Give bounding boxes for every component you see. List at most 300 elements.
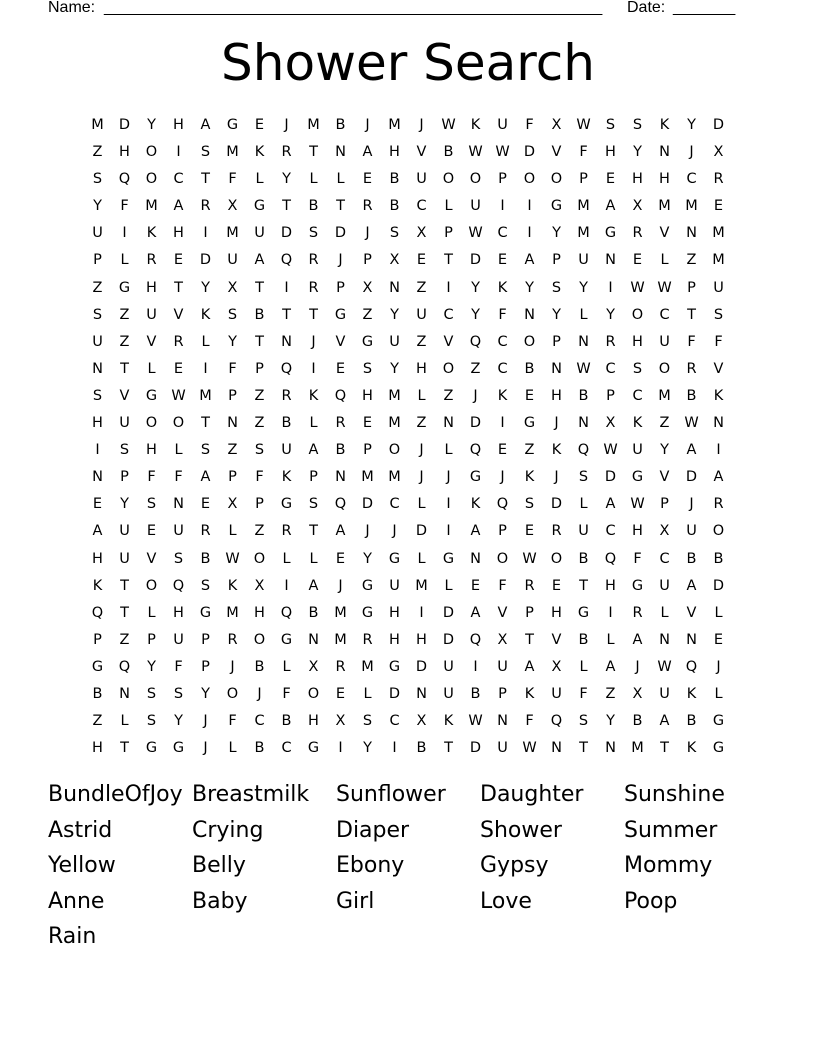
grid-letter: T	[120, 577, 129, 594]
grid-letter: Y	[579, 279, 588, 296]
grid-letter: M	[415, 577, 428, 594]
grid-letter: B	[524, 360, 535, 377]
grid-letter: E	[335, 360, 346, 377]
grid-letter: G	[469, 469, 482, 486]
grid-letter: Q	[334, 387, 347, 404]
grid-letter: Y	[282, 171, 291, 188]
grid-letter: I	[500, 415, 505, 432]
grid-letter: Q	[685, 658, 698, 675]
grid-letter: O	[145, 171, 158, 188]
grid-letter: X	[605, 415, 616, 432]
grid-letter: G	[172, 740, 185, 757]
grid-letter: S	[551, 279, 562, 296]
grid-letter: E	[335, 550, 346, 567]
page-title: Shower Search	[221, 34, 595, 92]
grid-letter: M	[658, 198, 671, 215]
grid-letter: L	[579, 658, 588, 675]
grid-letter: Y	[390, 306, 399, 323]
grid-letter: L	[660, 604, 669, 621]
grid-letter: W	[576, 117, 591, 133]
grid-letter: K	[308, 387, 319, 404]
grid-letter: D	[415, 523, 428, 540]
word-list-item: Poop	[624, 888, 678, 914]
grid-letter: O	[712, 523, 725, 540]
grid-letter: Z	[659, 415, 670, 432]
grid-letter: H	[632, 333, 643, 350]
grid-letter: H	[416, 631, 427, 648]
grid-letter: X	[389, 252, 400, 269]
grid-letter: P	[228, 469, 237, 486]
grid-letter: F	[174, 658, 183, 675]
grid-letter: L	[444, 198, 453, 215]
grid-letter: M	[361, 658, 374, 675]
grid-letter: T	[660, 740, 669, 757]
grid-letter: M	[577, 198, 590, 215]
grid-letter: K	[551, 442, 562, 459]
grid-letter: G	[361, 577, 374, 594]
grid-letter: P	[579, 171, 588, 188]
grid-letter: B	[254, 658, 265, 675]
word-list	[48, 777, 768, 955]
grid-letter: O	[550, 550, 563, 567]
grid-letter: G	[442, 550, 455, 567]
grid-letter: Q	[577, 442, 590, 459]
grid-letter: X	[416, 225, 427, 242]
grid-letter: U	[659, 577, 670, 594]
grid-letter: V	[551, 144, 562, 161]
grid-letter: U	[659, 333, 670, 350]
grid-letter: U	[578, 523, 589, 540]
grid-letter: T	[309, 144, 318, 161]
grid-letter: Y	[201, 279, 210, 296]
grid-letter: N	[416, 685, 427, 702]
grid-letter: E	[497, 252, 508, 269]
grid-letter: E	[470, 577, 481, 594]
grid-letter: P	[660, 496, 669, 513]
grid-letter: A	[686, 442, 697, 459]
grid-letter: Y	[552, 306, 561, 323]
grid-letter: L	[660, 252, 669, 269]
grid-letter: Q	[334, 496, 347, 513]
grid-letter: E	[362, 171, 373, 188]
grid-letter: K	[443, 713, 454, 730]
grid-letter: V	[146, 550, 157, 567]
grid-letter: F	[282, 685, 291, 702]
grid-letter: P	[228, 387, 237, 404]
grid-letter: Z	[227, 442, 238, 459]
grid-letter: D	[604, 469, 617, 486]
grid-letter: X	[254, 577, 265, 594]
grid-letter: L	[606, 631, 615, 648]
grid-letter: V	[659, 469, 670, 486]
grid-letter: N	[659, 144, 670, 161]
grid-letter: H	[551, 387, 562, 404]
grid-letter: B	[416, 740, 427, 757]
grid-letter: H	[92, 740, 103, 757]
grid-letter: A	[254, 252, 265, 269]
grid-letter: O	[145, 415, 158, 432]
grid-letter: J	[203, 713, 208, 730]
grid-letter: N	[389, 279, 400, 296]
grid-letter: U	[713, 279, 724, 296]
grid-letter: M	[712, 252, 725, 269]
grid-letter: O	[523, 171, 536, 188]
grid-letter: G	[388, 550, 401, 567]
grid-letter: A	[335, 523, 346, 540]
grid-letter: U	[146, 306, 157, 323]
grid-letter: W	[522, 550, 537, 567]
grid-letter: D	[469, 740, 482, 757]
grid-letter: X	[632, 685, 643, 702]
grid-letter: V	[551, 631, 562, 648]
grid-letter: H	[389, 604, 400, 621]
grid-letter: T	[579, 740, 588, 757]
grid-letter: G	[91, 658, 104, 675]
grid-letter: P	[687, 279, 696, 296]
grid-letter: S	[92, 387, 103, 404]
grid-letter: U	[578, 252, 589, 269]
grid-letter: T	[579, 577, 588, 594]
grid-letter: P	[363, 442, 372, 459]
grid-letter: A	[470, 604, 481, 621]
grid-letter: T	[120, 740, 129, 757]
grid-letter: K	[470, 117, 481, 133]
grid-letter: C	[389, 496, 400, 513]
grid-letter: U	[443, 658, 454, 675]
grid-letter: B	[308, 604, 319, 621]
grid-letter: S	[524, 496, 535, 513]
grid-letter: R	[605, 333, 616, 350]
grid-letter: C	[497, 333, 508, 350]
name-field[interactable]: ________________________________________________________	[104, 0, 603, 16]
grid-letter: D	[361, 496, 374, 513]
grid-letter: P	[444, 225, 453, 242]
grid-letter: L	[579, 306, 588, 323]
grid-letter: X	[551, 658, 562, 675]
grid-letter: D	[442, 631, 455, 648]
grid-letter: Z	[254, 523, 265, 540]
grid-letter: P	[147, 631, 156, 648]
grid-letter: I	[527, 198, 532, 215]
grid-letter: J	[284, 117, 289, 133]
grid-letter: S	[254, 442, 265, 459]
grid-letter: B	[335, 442, 346, 459]
grid-letter: C	[254, 713, 265, 730]
grid-letter: X	[227, 496, 238, 513]
grid-letter: G	[550, 198, 563, 215]
grid-letter: B	[632, 713, 643, 730]
name-label: Name:	[48, 0, 96, 16]
grid-letter: P	[93, 252, 102, 269]
grid-letter: K	[227, 577, 238, 594]
grid-letter: R	[308, 279, 319, 296]
grid-letter: D	[550, 496, 563, 513]
grid-letter: D	[388, 685, 401, 702]
grid-letter: N	[713, 415, 724, 432]
grid-letter: G	[631, 469, 644, 486]
word-list-item: Anne	[48, 888, 105, 914]
grid-letter: Q	[118, 658, 131, 675]
grid-letter: B	[389, 171, 400, 188]
grid-letter: L	[309, 415, 318, 432]
grid-letter: H	[254, 604, 265, 621]
grid-letter: R	[200, 523, 211, 540]
grid-letter: L	[309, 171, 318, 188]
grid-letter: T	[336, 198, 345, 215]
grid-letter: F	[498, 577, 507, 594]
grid-letter: L	[363, 685, 372, 702]
grid-letter: G	[307, 740, 320, 757]
grid-letter: Z	[119, 333, 130, 350]
grid-letter: R	[146, 252, 157, 269]
grid-letter: V	[173, 306, 184, 323]
grid-letter: Y	[120, 496, 129, 513]
grid-letter: F	[714, 333, 723, 350]
grid-letter: S	[308, 496, 319, 513]
grid-letter: U	[416, 306, 427, 323]
grid-letter: B	[92, 685, 103, 702]
grid-letter: A	[308, 442, 319, 459]
grid-letter: T	[309, 523, 318, 540]
letter-grid	[84, 112, 732, 762]
grid-letter: H	[308, 713, 319, 730]
grid-letter: H	[362, 387, 373, 404]
grid-letter: M	[388, 415, 401, 432]
grid-letter: W	[441, 117, 456, 133]
grid-letter: G	[631, 577, 644, 594]
grid-letter: V	[659, 225, 670, 242]
grid-letter: Y	[363, 740, 372, 757]
grid-letter: F	[174, 469, 183, 486]
grid-letter: S	[578, 713, 589, 730]
grid-letter: U	[281, 442, 292, 459]
grid-letter: A	[524, 658, 535, 675]
grid-letter: S	[92, 306, 103, 323]
grid-letter: U	[92, 333, 103, 350]
grid-letter: B	[281, 713, 292, 730]
grid-letter: X	[497, 631, 508, 648]
grid-letter: K	[497, 279, 508, 296]
grid-letter: F	[498, 306, 507, 323]
grid-letter: A	[173, 198, 184, 215]
grid-letter: P	[363, 252, 372, 269]
grid-letter: I	[176, 144, 181, 161]
grid-letter: E	[497, 442, 508, 459]
grid-letter: R	[281, 144, 292, 161]
grid-letter: Q	[469, 333, 482, 350]
grid-letter: L	[228, 523, 237, 540]
grid-letter: Z	[119, 306, 130, 323]
grid-letter: Z	[524, 442, 535, 459]
grid-letter: F	[633, 550, 642, 567]
grid-letter: S	[200, 577, 211, 594]
grid-letter: H	[551, 604, 562, 621]
grid-letter: A	[200, 117, 211, 133]
grid-letter: F	[120, 198, 129, 215]
grid-letter: K	[659, 117, 670, 133]
grid-letter: F	[579, 144, 588, 161]
grid-letter: J	[500, 469, 505, 486]
grid-letter: X	[416, 713, 427, 730]
grid-letter: N	[605, 252, 616, 269]
grid-letter: R	[200, 198, 211, 215]
grid-letter: P	[255, 496, 264, 513]
grid-letter: Q	[469, 442, 482, 459]
grid-letter: Z	[443, 387, 454, 404]
grid-letter: P	[498, 523, 507, 540]
grid-letter: G	[280, 496, 293, 513]
grid-letter: G	[145, 740, 158, 757]
grid-letter: M	[334, 604, 347, 621]
word-list-item: Gypsy	[480, 853, 549, 879]
grid-letter: P	[201, 631, 210, 648]
grid-letter: O	[442, 360, 455, 377]
grid-letter: J	[689, 144, 694, 161]
grid-letter: Y	[147, 658, 156, 675]
grid-letter: X	[335, 713, 346, 730]
grid-letter: M	[577, 225, 590, 242]
grid-letter: Y	[525, 279, 534, 296]
grid-letter: T	[201, 171, 210, 188]
grid-letter: S	[146, 496, 157, 513]
grid-letter: R	[551, 523, 562, 540]
grid-letter: N	[578, 415, 589, 432]
date-field[interactable]: _______	[673, 0, 736, 16]
grid-letter: T	[174, 279, 183, 296]
grid-letter: S	[578, 469, 589, 486]
grid-letter: U	[389, 577, 400, 594]
grid-letter: H	[605, 577, 616, 594]
grid-letter: O	[631, 306, 644, 323]
grid-letter: Z	[362, 306, 373, 323]
grid-letter: B	[686, 713, 697, 730]
grid-letter: L	[444, 442, 453, 459]
grid-letter: Y	[471, 306, 480, 323]
grid-letter: D	[118, 117, 131, 133]
grid-letter: T	[525, 631, 534, 648]
grid-letter: I	[608, 604, 613, 621]
grid-letter: K	[92, 577, 103, 594]
grid-letter: W	[657, 658, 672, 675]
grid-letter: N	[92, 360, 103, 377]
grid-letter: N	[173, 496, 184, 513]
grid-letter: S	[173, 685, 184, 702]
grid-letter: A	[92, 523, 103, 540]
grid-letter: H	[92, 415, 103, 432]
grid-letter: F	[228, 713, 237, 730]
grid-letter: O	[496, 550, 509, 567]
grid-letter: G	[118, 279, 131, 296]
grid-letter: T	[282, 306, 291, 323]
grid-letter: L	[120, 252, 129, 269]
grid-letter: W	[657, 279, 672, 296]
grid-letter: B	[281, 415, 292, 432]
grid-letter: B	[389, 198, 400, 215]
grid-letter: S	[146, 685, 157, 702]
grid-letter: O	[253, 631, 266, 648]
word-list-item: Diaper	[336, 817, 410, 843]
grid-letter: G	[226, 117, 239, 133]
grid-letter: L	[174, 442, 183, 459]
grid-letter: I	[419, 604, 424, 621]
grid-letter: I	[284, 279, 289, 296]
grid-letter: Y	[660, 442, 669, 459]
grid-letter: E	[551, 577, 562, 594]
grid-letter: C	[416, 198, 427, 215]
grid-letter: S	[119, 442, 130, 459]
grid-letter: Q	[469, 631, 482, 648]
grid-letter: C	[281, 740, 292, 757]
grid-letter: A	[659, 713, 670, 730]
grid-letter: Z	[470, 360, 481, 377]
grid-letter: M	[388, 387, 401, 404]
grid-letter: Y	[174, 713, 183, 730]
grid-letter: U	[254, 225, 265, 242]
grid-letter: S	[605, 117, 616, 133]
grid-letter: F	[228, 360, 237, 377]
grid-letter: B	[443, 144, 454, 161]
grid-letter: W	[468, 225, 483, 242]
grid-letter: O	[469, 171, 482, 188]
grid-letter: E	[362, 415, 373, 432]
grid-letter: U	[119, 523, 130, 540]
grid-letter: K	[470, 496, 481, 513]
grid-letter: Z	[92, 279, 103, 296]
grid-letter: X	[227, 198, 238, 215]
grid-letter: I	[338, 740, 343, 757]
grid-letter: Y	[390, 360, 399, 377]
grid-letter: L	[201, 333, 210, 350]
grid-letter: R	[281, 387, 292, 404]
grid-letter: J	[392, 523, 397, 540]
grid-letter: K	[497, 387, 508, 404]
grid-letter: B	[470, 685, 481, 702]
grid-letter: U	[416, 171, 427, 188]
word-list-item: Daughter	[480, 782, 584, 807]
grid-letter: M	[334, 631, 347, 648]
grid-letter: J	[716, 658, 721, 675]
grid-letter: A	[605, 496, 616, 513]
grid-letter: Q	[118, 171, 131, 188]
grid-letter: N	[578, 333, 589, 350]
grid-letter: P	[255, 360, 264, 377]
grid-letter: R	[713, 171, 724, 188]
grid-letter: V	[416, 144, 427, 161]
word-list-item: Ebony	[336, 853, 405, 879]
grid-letter: B	[335, 117, 346, 133]
grid-letter: T	[687, 306, 696, 323]
grid-letter: B	[578, 631, 589, 648]
grid-letter: R	[713, 496, 724, 513]
grid-letter: E	[713, 631, 724, 648]
grid-letter: K	[632, 415, 643, 432]
grid-letter: I	[203, 360, 208, 377]
grid-letter: D	[712, 117, 725, 133]
grid-letter: U	[389, 333, 400, 350]
grid-letter: U	[497, 740, 508, 757]
grid-letter: M	[226, 225, 239, 242]
grid-letter: U	[443, 685, 454, 702]
grid-letter: C	[605, 360, 616, 377]
grid-letter: H	[146, 279, 157, 296]
grid-letter: M	[145, 198, 158, 215]
grid-letter: G	[253, 198, 266, 215]
grid-letter: R	[281, 523, 292, 540]
grid-letter: N	[335, 144, 346, 161]
grid-letter: L	[120, 713, 129, 730]
grid-letter: Y	[606, 306, 615, 323]
grid-letter: C	[659, 306, 670, 323]
